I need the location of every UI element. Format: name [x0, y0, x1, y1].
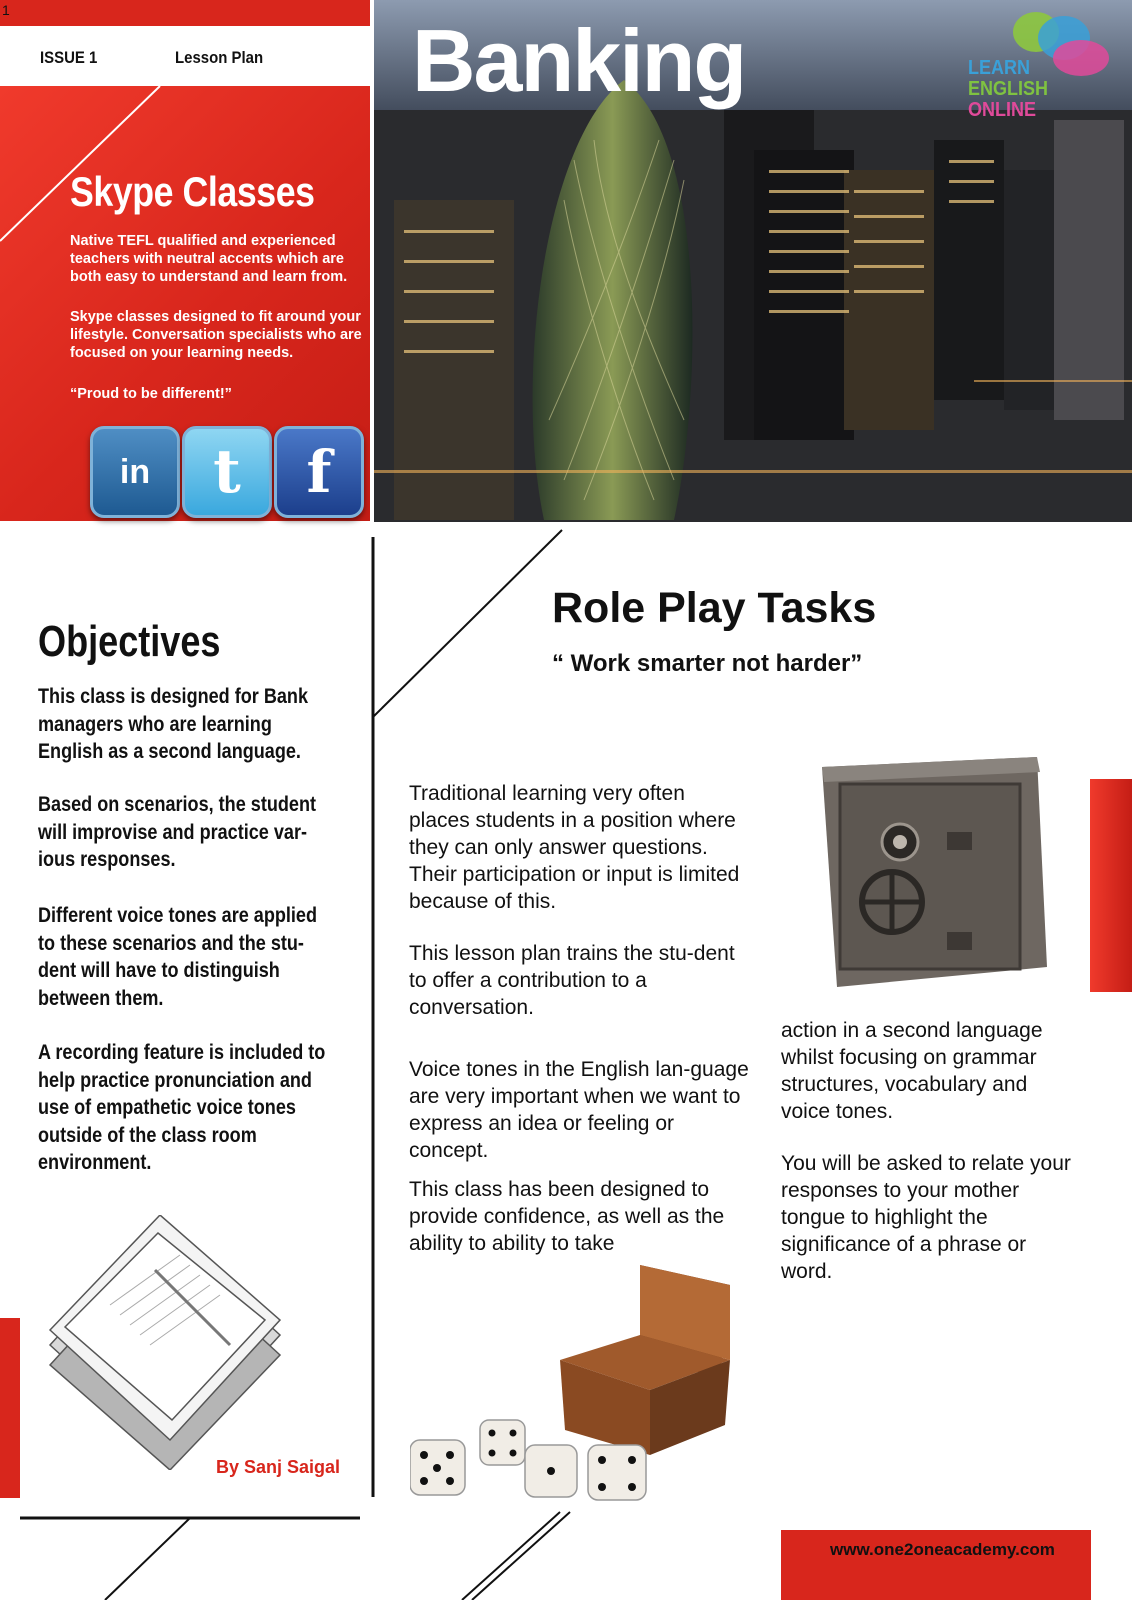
role-play-subtitle: “ Work smarter not harder” [552, 650, 863, 677]
logo-text-english: ENGLISH [968, 78, 1049, 100]
document-trays-image [40, 1215, 290, 1470]
dice-and-box-image [410, 1265, 750, 1505]
twitter-icon[interactable]: t [182, 426, 272, 518]
linkedin-icon[interactable]: in [90, 426, 180, 518]
skype-quote: “Proud to be different!” [70, 386, 232, 402]
page-title: Banking [412, 11, 746, 110]
website-link[interactable]: www.one2oneacademy.com [830, 1540, 1055, 1559]
author-credit: By Sanj Saigal [216, 1457, 341, 1477]
role-play-paragraph-5: action in a second language whilst focusing on grammar structures, vocabulary and voice tones. [781, 1019, 1043, 1123]
skype-paragraph-2: Skype classes designed to fit around your lifestyle. Conversation specialists who are focused on your learning needs. [70, 309, 362, 361]
objectives-heading: Objectives [38, 617, 221, 666]
objectives-paragraph-3: Different voice tones are applied to these scenarios and the stu-dent will have to distinguish between them. [38, 904, 318, 1010]
red-accent-bar-left [0, 1318, 20, 1498]
role-play-paragraph-1: Traditional learning very often places students in a position where they can only answer questions. Their participation or input is limited because of this. [409, 782, 740, 913]
page-number: 1 [2, 2, 10, 18]
red-accent-bar-right [1090, 779, 1132, 992]
safe-image [812, 752, 1054, 992]
logo-text-online: ONLINE [968, 99, 1037, 121]
role-play-paragraph-3: Voice tones in the English lan-guage are very important when we want to express an idea or feeling or concept. [409, 1058, 749, 1162]
objectives-paragraph-4: A recording feature is included to help practice pronunciation and use of empathetic voice tones outside of the class room environment. [38, 1041, 326, 1174]
role-play-heading: Role Play Tasks [552, 584, 877, 632]
objectives-paragraph-2: Based on scenarios, the student will improvise and practice var-ious responses. [38, 793, 316, 871]
facebook-icon[interactable]: f [274, 426, 364, 518]
logo-text-learn: LEARN [968, 57, 1031, 79]
role-play-paragraph-4: This class has been designed to provide confidence, as well as the ability to ability to take [409, 1178, 725, 1255]
objectives-paragraph-1: This class is designed for Bank managers who are learning English as a second language. [38, 685, 308, 763]
logo-speech-bubble-icon [1053, 40, 1109, 76]
top-red-strip [0, 0, 370, 26]
role-play-paragraph-2: This lesson plan trains the stu-dent to offer a contribution to a conversation. [409, 942, 735, 1019]
lesson-plan-label: Lesson Plan [175, 48, 264, 67]
skype-paragraph-1: Native TEFL qualified and experienced teachers with neutral accents which are both easy to understand and learn from. [70, 233, 348, 285]
role-play-paragraph-6: You will be asked to relate your responses to your mother tongue to highlight the significance of a phrase or word. [781, 1152, 1071, 1283]
skype-classes-title: Skype Classes [70, 168, 315, 215]
issue-label: ISSUE 1 [40, 48, 98, 67]
